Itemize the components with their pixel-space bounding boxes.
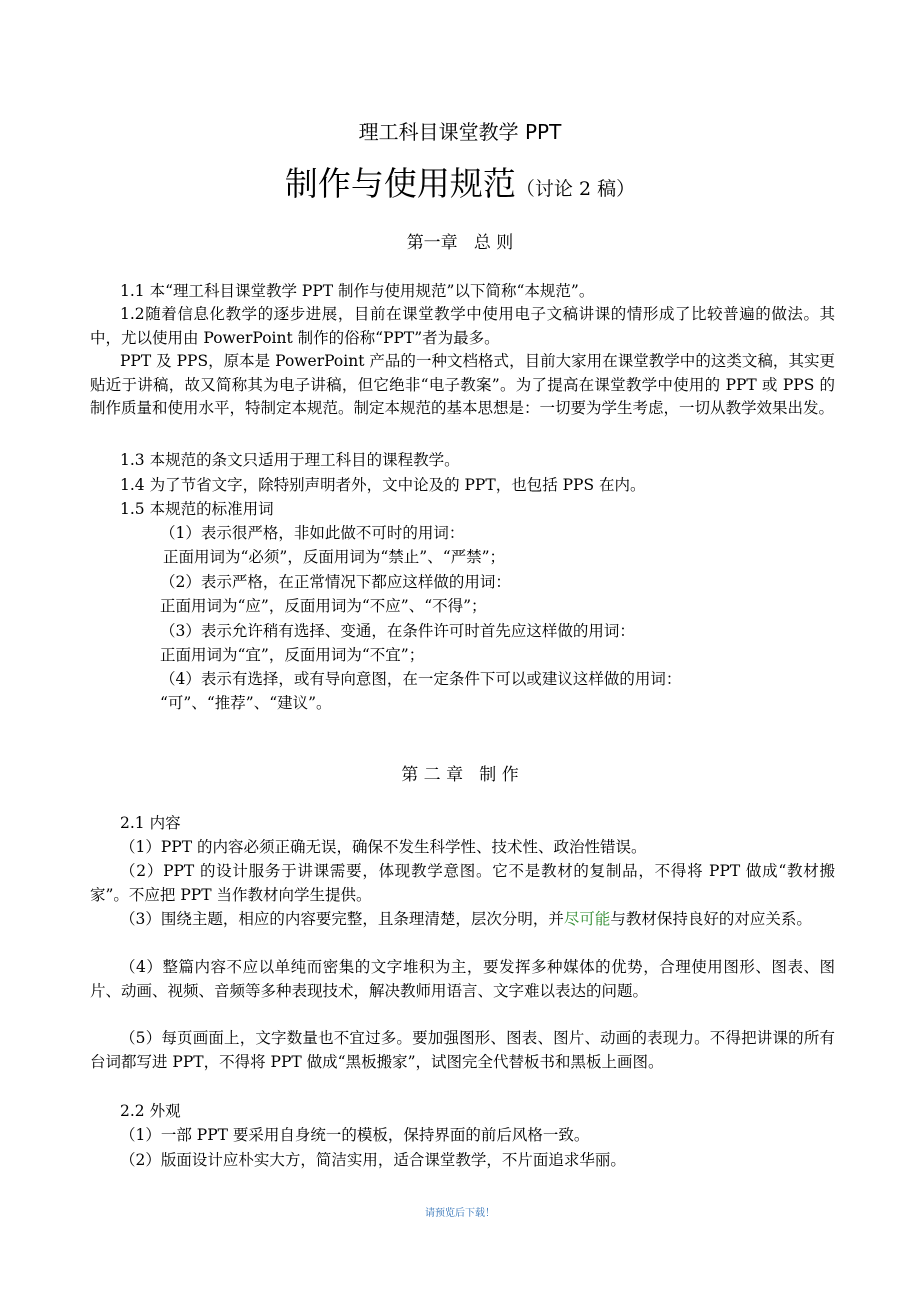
section-2-1: 2.1 内容 — [120, 814, 181, 832]
title-main: 制作与使用规范 — [284, 164, 516, 203]
term-item-4-words: “可”、“推荐”、“建议”。 — [160, 694, 332, 712]
term-item-3-words: 正面用词为“宜”，反面用词为“不宜”； — [160, 646, 425, 664]
paragraph-ppt-pps: PPT 及 PPS，原本是 PowerPoint 产品的一种文档格式，目前大家用在课堂教学中的这类文稿，其实更贴近于讲稿，故又简称其为电子讲稿，但它绝非“电子教案”。为了提高在课堂教学中使用的 PPT 或 PPS 的制作质量和使用水平，特制定本规范。制定本规范的基本思想是：一切要为学生考虑，一切从教学效果出发。 — [90, 352, 835, 417]
paragraph-1-1: 1.1 本“理工科目课堂教学 PPT 制作与使用规范”以下简称“本规范”。 — [120, 282, 595, 300]
chapter-2-heading: 第 二 章 制 作 — [401, 765, 519, 785]
content-item-5: （5）每页画面上，文字数量也不宜过多。要加强图形、图表、图片、动画的表现力。不得把讲课的所有台词都写进 PPT，不得将 PPT 做成“黑板搬家”，试图完全代替板书和黑板上画图。 — [90, 1029, 835, 1071]
document-title-line1: 理工科目课堂教学 PPT — [358, 120, 562, 144]
content-item-4: （4）整篇内容不应以单纯而密集的文字堆积为主，要发挥多种媒体的优势，合理使用图形、图表、图片、动画、视频、音频等多种表现技术，解决教师用语言、文字难以表达的问题。 — [90, 958, 835, 1000]
appearance-item-2: （2）版面设计应朴实大方，简洁实用，适合课堂教学，不片面追求华丽。 — [120, 1151, 626, 1169]
paragraph-1-4: 1.4 为了节省文字，除特别声明者外，文中论及的 PPT，也包括 PPS 在内。 — [120, 476, 646, 494]
paragraph-1-5: 1.5 本规范的标准用词 — [120, 500, 274, 518]
term-item-1-words: 正面用词为“必须”，反面用词为“禁止”、“严禁”； — [163, 548, 506, 566]
term-item-1: （1）表示很严格，非如此做不可时的用词： — [160, 524, 465, 542]
content-item-3 — [90, 908, 835, 932]
content-item-3-text-a: （3）围绕主题，相应的内容要完整，且条理清楚，层次分明，并 — [120, 910, 564, 928]
title-suffix: （讨论 2 稿） — [515, 178, 636, 200]
term-item-3: （3）表示允许稍有选择、变通，在条件许可时首先应这样做的用词： — [160, 622, 635, 640]
term-item-4: （4）表示有选择，或有导向意图，在一定条件下可以或建议这样做的用词： — [160, 670, 682, 688]
content-item-2: （2）PPT 的设计服务于讲课需要，体现教学意图。它不是教材的复制品，不得将 PPT 做成“教材搬家”。不应把 PPT 当作教材向学生提供。 — [90, 862, 835, 904]
content-item-3-text-b: 与教材保持良好的对应关系。 — [610, 910, 812, 928]
appearance-item-1: （1）一部 PPT 要采用自身统一的模板，保持界面的前后风格一致。 — [120, 1126, 590, 1144]
paragraph-1-2: 1.2随着信息化教学的逐步进展，目前在课堂教学中使用电子文稿讲课的情形成了比较普遍的做法。其中，尤以使用由 PowerPoint 制作的俗称“PPT”者为最多。 — [90, 305, 835, 347]
highlighted-text: 尽可能 — [563, 910, 611, 928]
paragraph-1-3: 1.3 本规范的条文只适用于理工科目的课程教学。 — [120, 451, 460, 469]
footer-download-note[interactable]: 请预览后下载！ — [425, 1208, 495, 1219]
term-item-2-words: 正面用词为“应”，反面用词为“不应”、“不得”； — [160, 597, 487, 615]
section-2-2: 2.2 外观 — [120, 1102, 181, 1120]
content-item-1: （1）PPT 的内容必须正确无误，确保不发生科学性、技术性、政治性错误。 — [120, 838, 647, 856]
document-title-line2 — [0, 160, 920, 213]
term-item-2: （2）表示严格，在正常情况下都应这样做的用词： — [160, 573, 511, 591]
chapter-1-heading: 第一章 总 则 — [406, 233, 514, 253]
